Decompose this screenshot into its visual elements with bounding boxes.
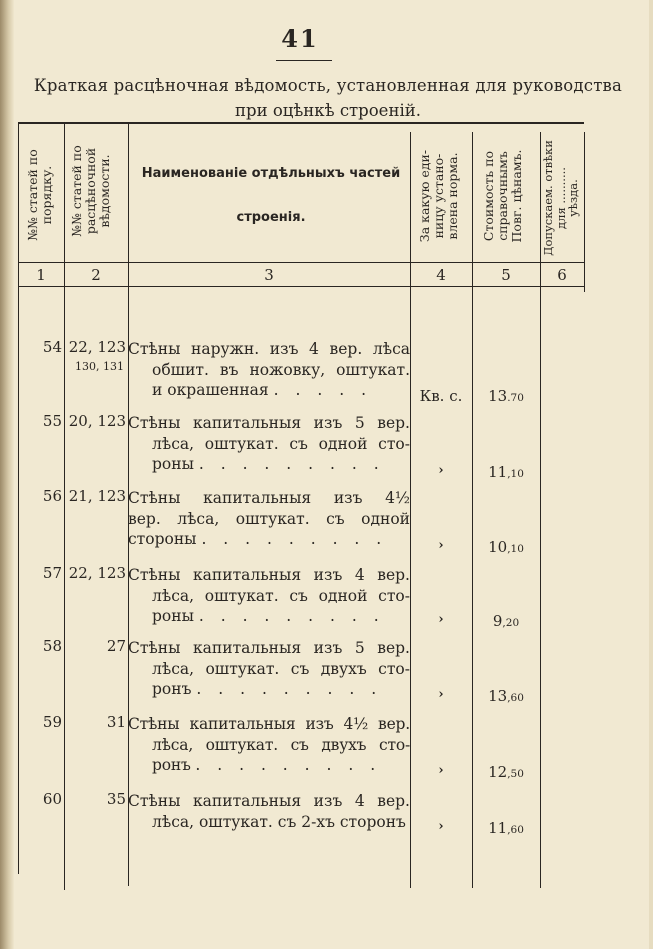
- row-reference: 27: [106, 637, 126, 655]
- row-unit-ditto: ›: [438, 612, 444, 627]
- row-description: Стѣны капитальныя изъ 5 вер. лѣса, оштукат. съ одной сто- роны . . . . . . . . .: [128, 414, 410, 473]
- row-reference: 31: [106, 713, 126, 731]
- page-edge: [649, 0, 653, 949]
- row-description: Стѣны наружн. изъ 4 вер. лѣса обшит. въ ножовку, оштукат. и окрашенная . . . . .: [128, 340, 410, 399]
- row-reference: 20, 123: [68, 412, 126, 430]
- table-title-line2: при оцѣнкѣ строеній.: [235, 101, 421, 120]
- col-number-1: 1: [36, 266, 46, 284]
- row-price: 13.70: [488, 387, 524, 405]
- col-number-3: 3: [264, 266, 274, 284]
- row-price: 11,10: [488, 463, 524, 481]
- row-price: 9,20: [492, 612, 520, 630]
- row-number: 54: [42, 338, 62, 356]
- row-reference: 22, 123: [68, 564, 126, 582]
- col6-header: Допускаем. отвѣки для .......... уѣзда.: [541, 140, 580, 256]
- row-price: 10,10: [488, 538, 524, 556]
- row-description: Стѣны капитальныя изъ 4½ вер. лѣса, оштукат. съ двухъ сто- ронъ . . . . . . . . .: [128, 715, 410, 774]
- row-number: 60: [42, 790, 62, 808]
- column-divider-1: [64, 122, 65, 890]
- table-title-line1: Краткая расцѣночная вѣдомость, установленная для руководства: [33, 76, 623, 95]
- col-number-4: 4: [436, 266, 446, 284]
- book-gutter: [0, 0, 14, 949]
- col-number-6: 6: [557, 266, 567, 284]
- header-bottom-rule: [18, 262, 584, 263]
- column-number-rule: [18, 286, 584, 287]
- row-unit: Кв. с.: [419, 387, 463, 405]
- row-unit-ditto: ›: [438, 763, 444, 778]
- row-number: 56: [42, 487, 62, 505]
- table-left-border: [18, 122, 19, 874]
- page-number-rule: [276, 60, 332, 61]
- row-reference: 35: [106, 790, 126, 808]
- col4-header: За какую еди- ницу устано- влена норма.: [417, 149, 460, 243]
- page-number: 41: [281, 24, 319, 53]
- table-top-rule: [18, 122, 584, 124]
- row-number: 58: [42, 637, 62, 655]
- col2-header: №№ статей по расцѣночной вѣдомости.: [69, 145, 112, 237]
- row-number: 57: [42, 564, 62, 582]
- row-description: Стѣны капитальныя изъ 4 вер. лѣса, оштукат. съ 2-хъ сторонъ: [128, 792, 410, 831]
- col3-header-line1: Наименованіе отдѣльныхъ частей: [141, 166, 401, 181]
- row-description: Стѣны капитальныя изъ 4 вер. лѣса, оштукат. съ одной сто- роны . . . . . . . . .: [128, 566, 410, 625]
- col-number-2: 2: [91, 266, 101, 284]
- row-unit-ditto: ›: [438, 819, 444, 834]
- row-unit-ditto: ›: [438, 687, 444, 702]
- row-price: 13,60: [488, 687, 524, 705]
- row-unit-ditto: ›: [438, 538, 444, 553]
- col-number-5: 5: [501, 266, 511, 284]
- row-number: 59: [42, 713, 62, 731]
- row-reference: 22, 123: [68, 338, 126, 356]
- col5-header: Стоимость по справочнымъ Повг. цѣнамъ.: [481, 149, 524, 243]
- row-description: Стѣны капитальныя изъ 5 вер. лѣса, оштукат. съ двухъ сто- ронъ . . . . . . . . .: [128, 639, 410, 698]
- row-description: Стѣны капитальныя изъ 4½ вер. лѣса, оштукат. съ одной стороны . . . . . . . . .: [128, 489, 410, 548]
- row-unit-ditto: ›: [438, 463, 444, 478]
- row-reference: 21, 123: [68, 487, 126, 505]
- col1-header: №№ статей по порядку.: [25, 149, 54, 241]
- table-right-border: [584, 132, 585, 292]
- row-number: 55: [42, 412, 62, 430]
- row-price: 12,50: [488, 763, 524, 781]
- row-reference-sub: 130, 131: [75, 360, 124, 373]
- row-price: 11,60: [488, 819, 524, 837]
- col3-header-line2: строенія.: [236, 210, 306, 225]
